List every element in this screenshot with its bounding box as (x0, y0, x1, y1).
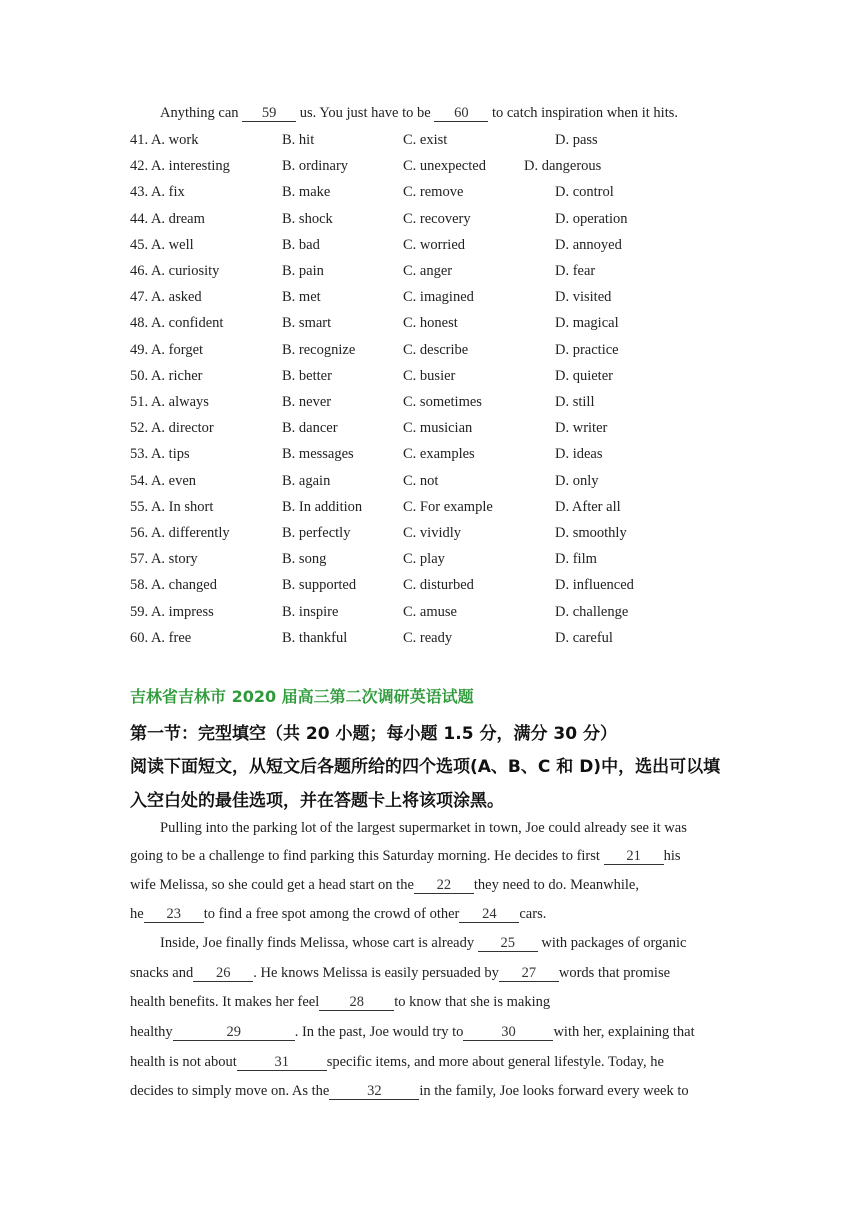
blank-59: 59 (242, 106, 296, 122)
question-59-option-d: D. challenge (555, 604, 629, 620)
question-44-option-d: D. operation (555, 211, 628, 227)
question-46-option-b: B. pain (282, 263, 324, 279)
blank-60: 60 (434, 106, 488, 122)
question-51-option-d: D. still (555, 394, 595, 410)
text: decides to simply move on. As the (130, 1083, 330, 1099)
question-56-option-d: D. smoothly (555, 525, 627, 541)
question-44-option-b: B. shock (282, 211, 333, 227)
question-47-option-c: C. imagined (403, 289, 474, 305)
question-43-option-a: 43. A. fix (130, 184, 185, 200)
text: specific items, and more about general lifestyle. Today, he (326, 1054, 664, 1070)
question-42-option-b: B. ordinary (282, 158, 349, 174)
question-49-option-d: D. practice (555, 342, 619, 358)
question-48-option-a: 48. A. confident (130, 315, 224, 331)
question-45-option-a: 45. A. well (130, 237, 194, 253)
text: . In the past, Joe would try to (294, 1024, 464, 1040)
blank-27: 27 (499, 966, 559, 982)
top-passage-line (160, 104, 678, 122)
question-47-option-a: 47. A. asked (130, 289, 202, 305)
question-55-option-a: 55. A. In short (130, 499, 214, 515)
question-47-option-d: D. visited (555, 289, 612, 305)
text: going to be a challenge to find parking this Saturday morning. He decides to first (130, 848, 604, 864)
question-45-option-b: B. bad (282, 237, 320, 253)
question-52-option-c: C. musician (403, 420, 473, 436)
blank-31: 31 (237, 1055, 327, 1071)
blank-26: 26 (193, 966, 253, 982)
text: he (130, 906, 144, 922)
question-41-option-c: C. exist (403, 132, 448, 148)
question-42-option-d: D. dangerous (524, 158, 602, 174)
question-51-option-c: C. sometimes (403, 394, 482, 410)
question-48-option-c: C. honest (403, 315, 458, 331)
blank-30: 30 (463, 1025, 553, 1041)
question-59-option-b: B. inspire (282, 604, 339, 620)
question-50-option-c: C. busier (403, 368, 456, 384)
question-41-option-b: B. hit (282, 132, 315, 148)
blank-28: 28 (319, 995, 394, 1011)
question-42-option-c: C. unexpected (403, 158, 486, 174)
blank-29: 29 (173, 1025, 295, 1041)
question-49-option-a: 49. A. forget (130, 342, 204, 358)
passage-line-6 (130, 964, 670, 982)
question-52-option-d: D. writer (555, 420, 608, 436)
text: wife Melissa, so she could get a head start on the (130, 877, 414, 893)
passage-line-9 (130, 1053, 664, 1071)
text: Anything can (160, 105, 243, 121)
question-60-option-d: D. careful (555, 630, 613, 646)
blank-32: 32 (329, 1084, 419, 1100)
question-57-option-c: C. play (403, 551, 445, 567)
passage-line-5 (160, 934, 686, 952)
text: to find a free spot among the crowd of other (203, 906, 460, 922)
question-49-option-c: C. describe (403, 342, 469, 358)
exam-title: 吉林省吉林市 2020 届高三第二次调研英语试题 (130, 687, 474, 706)
text: to catch inspiration when it hits. (488, 105, 679, 121)
question-48-option-b: B. smart (282, 315, 332, 331)
question-44-option-c: C. recovery (403, 211, 471, 227)
question-55-option-d: D. After all (555, 499, 621, 515)
instructions-line-2: 入空白处的最佳选项，并在答题卡上将该项涂黑。 (130, 791, 504, 811)
question-45-option-c: C. worried (403, 237, 466, 253)
question-52-option-a: 52. A. director (130, 420, 214, 436)
question-46-option-c: C. anger (403, 263, 453, 279)
instructions-line-1: 阅读下面短文，从短文后各题所给的四个选项(A、B、C 和 D)中，选出可以填 (130, 757, 721, 777)
passage-line-2 (130, 847, 680, 865)
question-41-option-d: D. pass (555, 132, 598, 148)
blank-21: 21 (604, 849, 664, 865)
question-53-option-b: B. messages (282, 446, 354, 462)
question-60-option-a: 60. A. free (130, 630, 192, 646)
passage-line-7 (130, 993, 550, 1011)
text: Pulling into the parking lot of the largest supermarket in town, Joe could already see it was (160, 820, 687, 836)
question-55-option-c: C. For example (403, 499, 493, 515)
question-51-option-b: B. never (282, 394, 332, 410)
text: health is not about (130, 1054, 237, 1070)
blank-22: 22 (414, 878, 474, 894)
question-60-option-b: B. thankful (282, 630, 348, 646)
question-60-option-c: C. ready (403, 630, 453, 646)
text: cars. (519, 906, 547, 922)
blank-25: 25 (478, 936, 538, 952)
question-53-option-c: C. examples (403, 446, 475, 462)
question-53-option-a: 53. A. tips (130, 446, 190, 462)
text: healthy (130, 1024, 173, 1040)
text: words that promise (558, 965, 671, 981)
text: to know that she is making (394, 994, 551, 1010)
question-58-option-d: D. influenced (555, 577, 634, 593)
question-49-option-b: B. recognize (282, 342, 356, 358)
text: with her, explaining that (553, 1024, 695, 1040)
passage-line-4 (130, 905, 546, 923)
question-46-option-d: D. fear (555, 263, 596, 279)
question-58-option-b: B. supported (282, 577, 357, 593)
question-50-option-a: 50. A. richer (130, 368, 203, 384)
passage-line-10 (130, 1082, 689, 1100)
question-41-option-a: 41. A. work (130, 132, 199, 148)
question-54-option-c: C. not (403, 473, 439, 489)
question-56-option-a: 56. A. differently (130, 525, 230, 541)
question-43-option-c: C. remove (403, 184, 464, 200)
text: us. You just have to be (296, 105, 435, 121)
question-50-option-d: D. quieter (555, 368, 613, 384)
question-59-option-a: 59. A. impress (130, 604, 214, 620)
question-58-option-c: C. disturbed (403, 577, 474, 593)
text: snacks and (130, 965, 194, 981)
passage-line-1 (160, 819, 687, 837)
question-47-option-b: B. met (282, 289, 321, 305)
section-subtitle: 第一节：完型填空（共 20 小题；每小题 1.5 分，满分 30 分） (130, 724, 617, 744)
blank-23: 23 (144, 907, 204, 923)
question-56-option-b: B. perfectly (282, 525, 351, 541)
question-54-option-a: 54. A. even (130, 473, 197, 489)
question-44-option-a: 44. A. dream (130, 211, 205, 227)
question-57-option-d: D. film (555, 551, 597, 567)
passage-line-8 (130, 1023, 695, 1041)
question-54-option-d: D. only (555, 473, 599, 489)
question-45-option-d: D. annoyed (555, 237, 622, 253)
text: they need to do. Meanwhile, (473, 877, 639, 893)
text: . He knows Melissa is easily persuaded by (253, 965, 499, 981)
blank-24: 24 (459, 907, 519, 923)
question-46-option-a: 46. A. curiosity (130, 263, 220, 279)
question-51-option-a: 51. A. always (130, 394, 209, 410)
question-57-option-a: 57. A. story (130, 551, 198, 567)
passage-line-3 (130, 876, 639, 894)
question-42-option-a: 42. A. interesting (130, 158, 230, 174)
question-55-option-b: B. In addition (282, 499, 363, 515)
text: with packages of organic (537, 935, 687, 951)
question-48-option-d: D. magical (555, 315, 619, 331)
question-50-option-b: B. better (282, 368, 332, 384)
question-56-option-c: C. vividly (403, 525, 462, 541)
question-52-option-b: B. dancer (282, 420, 338, 436)
question-53-option-d: D. ideas (555, 446, 603, 462)
text: in the family, Joe looks forward every week to (419, 1083, 689, 1099)
question-57-option-b: B. song (282, 551, 327, 567)
question-43-option-b: B. make (282, 184, 331, 200)
question-58-option-a: 58. A. changed (130, 577, 217, 593)
question-43-option-d: D. control (555, 184, 614, 200)
text: his (663, 848, 681, 864)
question-59-option-c: C. amuse (403, 604, 457, 620)
text: Inside, Joe finally finds Melissa, whose cart is already (160, 935, 478, 951)
text: health benefits. It makes her feel (130, 994, 320, 1010)
question-54-option-b: B. again (282, 473, 331, 489)
